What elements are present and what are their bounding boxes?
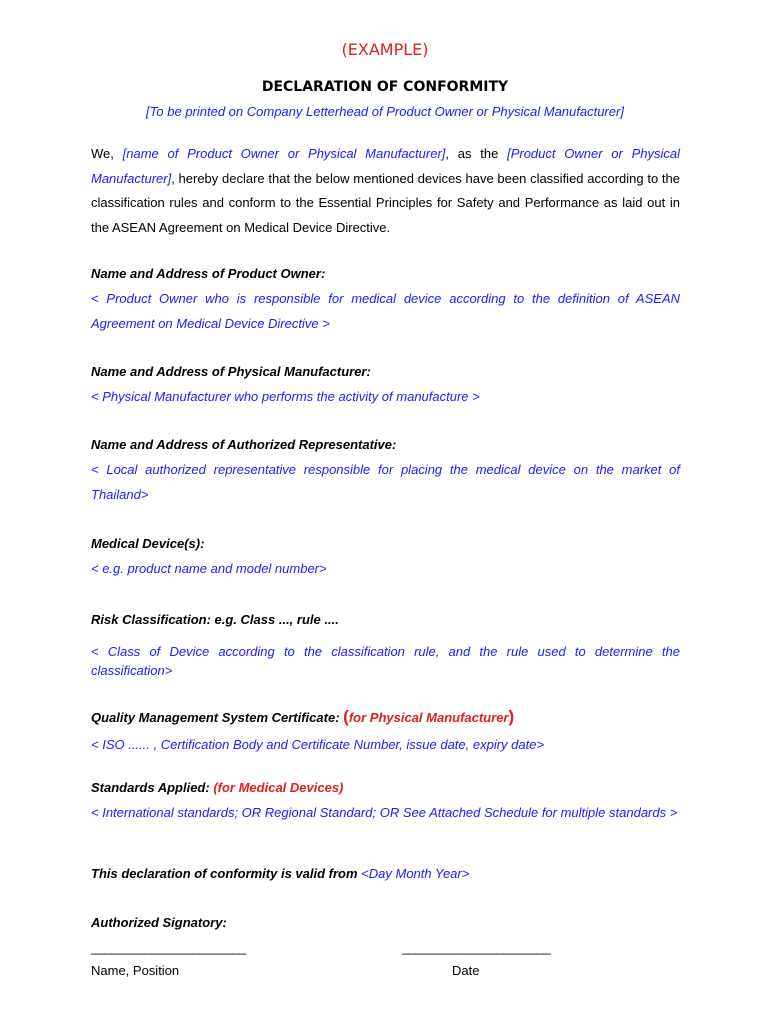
physical-manufacturer-text: < Physical Manufacturer who performs the activity of manufacture > <box>91 389 480 404</box>
qms-text: < ISO ...... , Certification Body and Certificate Number, issue date, expiry date> <box>91 737 545 752</box>
product-owner-heading: Name and Address of Product Owner: <box>91 266 326 281</box>
medical-devices-text: < e.g. product name and model number> <box>91 561 327 576</box>
standards-heading: Standards Applied: <box>91 780 210 795</box>
qms-heading-row <box>91 707 514 727</box>
medical-devices-heading: Medical Device(s): <box>91 536 205 551</box>
standards-heading-row <box>91 780 343 795</box>
signatory-heading: Authorized Signatory: <box>91 915 227 930</box>
risk-class-text: < Class of Device according to the classification rule, and the rule used to determine the classification> <box>91 644 680 678</box>
date-label: Date <box>452 963 480 978</box>
intro-we: We, <box>91 146 114 161</box>
validity-row <box>91 866 469 881</box>
date-line: ______________________ <box>402 940 551 955</box>
document-title: DECLARATION OF CONFORMITY <box>261 79 509 95</box>
qms-heading: Quality Management System Certificate: <box>91 710 340 725</box>
name-position-label: Name, Position <box>91 963 180 978</box>
intro-paragraph <box>91 142 680 240</box>
product-owner-text: < Product Owner who is responsible for medical device according to the definition of ASEAN Agreement on Medical Device Directive > <box>91 291 680 331</box>
validity-date-placeholder: <Day Month Year> <box>361 866 470 881</box>
authorized-rep-text: < Local authorized representative responsible for placing the medical device on the market of Thailand> <box>91 462 680 502</box>
intro-rest: , hereby declare that the below mentioned devices have been classified according to the classification rules and conform to the Essential Principles for Safety and Performance as laid out in the ASEAN Agreement on Medical Device Directive. <box>91 170 680 235</box>
document-subtitle: [To be printed on Company Letterhead of Product Owner or Physical Manufacturer] <box>146 104 624 119</box>
physical-manufacturer-heading: Name and Address of Physical Manufacturer: <box>91 364 371 379</box>
intro-role-placeholder: [Product Owner or Physical Manufacturer] <box>91 146 680 186</box>
intro-name-placeholder: [name of Product Owner or Physical Manufacturer] <box>122 146 446 161</box>
risk-class-heading: Risk Classification: e.g. Class ..., rule .... <box>91 612 339 627</box>
qms-note: (for Physical Manufacturer) <box>343 707 515 726</box>
standards-text: < International standards; OR Regional Standard; OR See Attached Schedule for multiple standards > <box>91 805 678 820</box>
intro-as-the: , as the <box>445 146 499 161</box>
standards-note: (for Medical Devices) <box>213 780 344 795</box>
signature-line: _______________________ <box>91 940 246 955</box>
example-label: (EXAMPLE) <box>341 40 429 59</box>
validity-text: This declaration of conformity is valid from <box>91 866 358 881</box>
authorized-rep-heading: Name and Address of Authorized Representative: <box>91 437 397 452</box>
